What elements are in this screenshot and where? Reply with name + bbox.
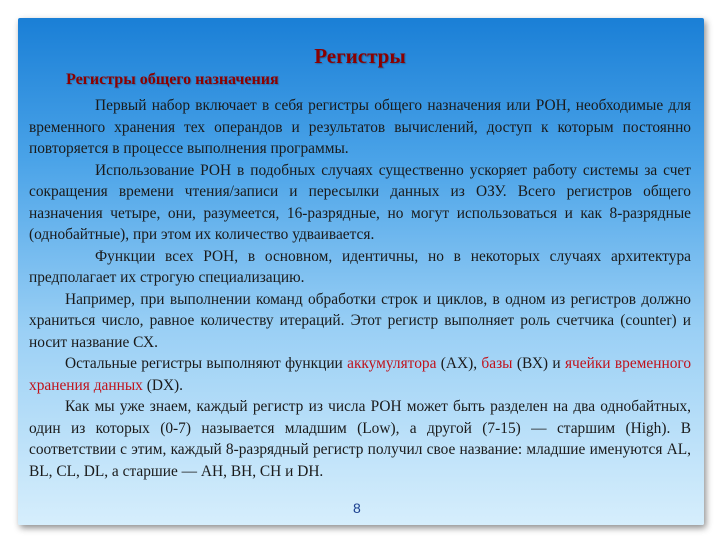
- paragraph-2: Использование РОН в подобных случаях существенно ускоряет работу системы за счет сокращения времени чтения/записи и пересылки данных из ОЗУ. Всего регистров общего назначения четыре, они, разумеется, 16-разрядные, но могут использоваться и как 8-разрядные (однобайтные), при этом их количество удваивается.: [29, 161, 691, 243]
- section-subtitle: Регистры общего назначения: [66, 71, 279, 88]
- paragraph-5-text-3: (ВХ) и: [512, 355, 565, 372]
- slide-body: [29, 95, 691, 482]
- page-number: 8: [353, 500, 361, 516]
- paragraph-4: Например, при выполнении команд обработки строк и циклов, в одном из регистров должно храниться число, равное количеству итераций. Этот регистр выполняет роль счетчика (counter) и носит название СХ.: [29, 290, 691, 351]
- slide-title: Регистры: [314, 44, 406, 68]
- paragraph-1: Первый набор включает в себя регистры общего назначения или РОН, необходимые для временного хранения тех операндов и результатов вычислений, доступ к которым постоянно повторяется в процессе выполнения программы.: [29, 97, 691, 157]
- term-accumulator: аккумулятора: [347, 355, 437, 372]
- paragraph-5: [29, 353, 691, 396]
- paragraph-3: Функции всех РОН, в основном, идентичны, но в некоторых случаях архитектура предполагает их строгую специализацию.: [29, 247, 691, 286]
- paragraph-5-text-2: (АХ),: [436, 355, 482, 372]
- paragraph-6: Как мы уже знаем, каждый регистр из числа РОН может быть разделен на два однобайтных, один из которых (0-7) называется младшим (Low), а другой (7-15) — старшим (High). В соответствии с этим, каждый 8-разрядный регистр получил свое название: младшие именуются AL, BL, CL, DL, а старшие — АН, ВН, СН и DH.: [29, 398, 691, 480]
- paragraph-5-text-4: (DX).: [142, 376, 184, 394]
- paragraph-5-text-1: Остальные регистры выполняют функции: [65, 355, 348, 372]
- term-base: базы: [481, 355, 513, 372]
- term-temp-storage-cell: ячейки временного хранения данных: [29, 355, 692, 394]
